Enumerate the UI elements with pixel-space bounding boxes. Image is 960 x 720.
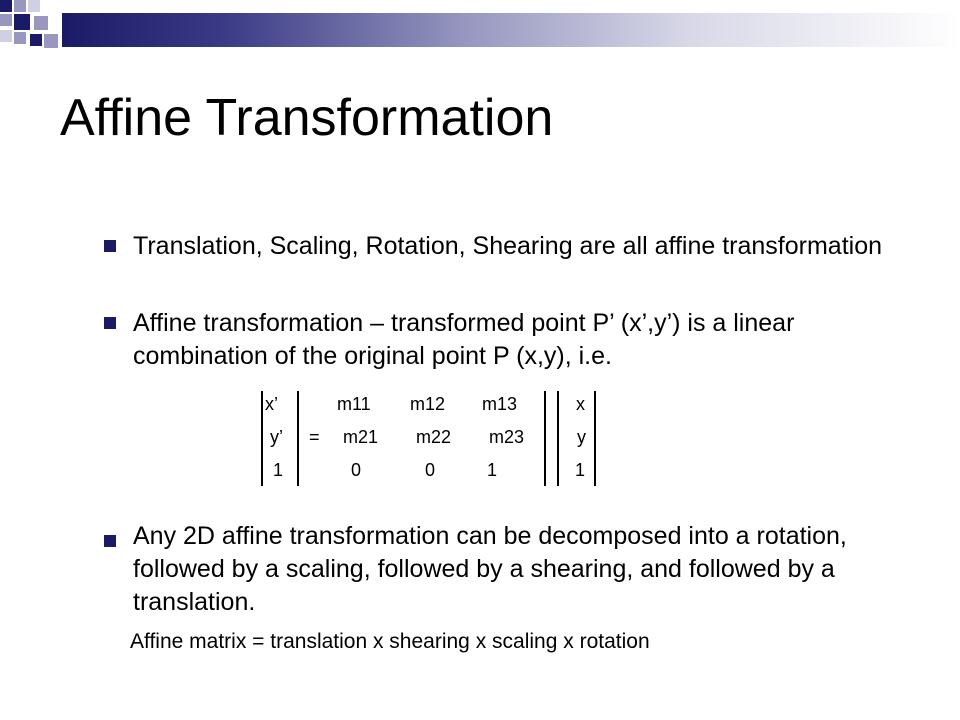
bullet-marker-1 xyxy=(104,240,116,252)
bullet-marker-3 xyxy=(104,535,116,547)
m33: 1 xyxy=(487,460,498,480)
equals-sign: = xyxy=(309,427,320,447)
header-bar xyxy=(62,13,960,47)
decor-square-8 xyxy=(14,32,26,44)
m11: m11 xyxy=(337,394,371,414)
matrix-bar-5 xyxy=(594,391,596,486)
m22: m22 xyxy=(416,427,452,447)
m23: m23 xyxy=(489,427,525,447)
slide-title: Affine Transformation xyxy=(60,89,554,147)
bullet-marker-2 xyxy=(104,317,116,329)
m21: m21 xyxy=(343,427,379,447)
matrix-bar-1 xyxy=(261,391,263,486)
rhs-one: 1 xyxy=(575,460,586,480)
decor-square-1 xyxy=(0,0,12,12)
decor-square-3 xyxy=(28,0,40,12)
m13: m13 xyxy=(482,394,518,414)
lhs-x: x’ xyxy=(265,394,278,414)
decor-square-6 xyxy=(34,16,48,30)
matrix-bar-4 xyxy=(557,391,559,486)
lhs-one: 1 xyxy=(273,460,284,480)
matrix-bar-2 xyxy=(297,391,299,486)
decor-square-2 xyxy=(14,0,26,12)
bullet-text-2: Affine transformation – transformed point P’ (x’,y’) is a linear combination of the original point P (x,y), i.e. xyxy=(133,309,795,370)
affine-matrix-formula: Affine matrix = translation x shearing x scaling x rotation xyxy=(130,630,650,653)
m32: 0 xyxy=(425,460,436,480)
decor-square-9 xyxy=(30,34,42,46)
rhs-y: y xyxy=(577,427,586,447)
m12: m12 xyxy=(410,394,446,414)
decor-square-5 xyxy=(14,14,30,30)
m31: 0 xyxy=(351,460,362,480)
decor-square-10 xyxy=(44,34,58,48)
bullet-text-3: Any 2D affine transformation can be decomposed into a rotation, followed by a scaling, followed by a shearing, and followed by a translation. xyxy=(133,522,847,616)
rhs-x: x xyxy=(576,394,585,414)
decor-square-4 xyxy=(0,14,12,26)
decor-square-7 xyxy=(0,30,12,42)
matrix-bar-3 xyxy=(544,391,546,486)
lhs-y: y’ xyxy=(270,427,283,447)
bullet-text-1: Translation, Scaling, Rotation, Shearing are all affine transformation xyxy=(133,232,883,260)
